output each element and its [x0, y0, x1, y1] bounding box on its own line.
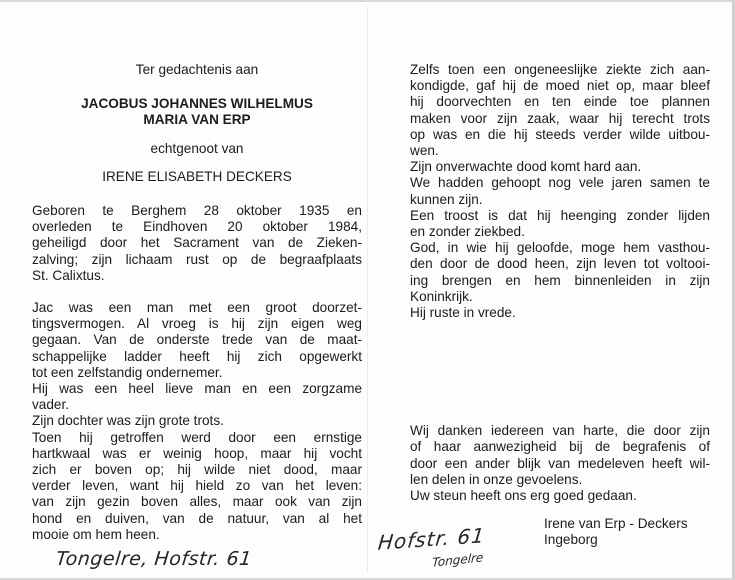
- column-spacer: [410, 321, 710, 423]
- deceased-name-line-2: MARIA VAN ERP: [143, 112, 251, 128]
- text-line: Een troost is dat hij heenging zonder lijden: [410, 207, 710, 223]
- text-line: Hij was een heel lieve man en een zorgzame: [32, 381, 362, 397]
- handwritten-address-right: Hofstr. 61: [376, 523, 487, 555]
- text-line: schappelijke ladder heeft hij zich opgewerkt: [32, 348, 362, 364]
- left-column: [32, 62, 362, 543]
- text-line: en zonder ziekbed.: [410, 224, 525, 240]
- thanks-paragraph: [410, 423, 710, 504]
- text-line: len delen in onze gevoelens.: [410, 471, 583, 487]
- illness-paragraph: [410, 62, 710, 321]
- text-line: kunnen zijn.: [410, 191, 483, 207]
- text-line: mooie om hem heen.: [32, 526, 160, 542]
- text-line: St. Calixtus.: [32, 267, 105, 283]
- text-line: Jac was een man met een groot doorzet-: [32, 300, 362, 316]
- text-line: hond en duiven, van de natuur, van al het: [32, 510, 362, 526]
- signature-line: Ingeborg: [544, 532, 598, 548]
- handwritten-place-right: Tongelre: [431, 550, 484, 570]
- text-line: zalving; zijn lichaam rust op de begraafplaats: [32, 251, 362, 267]
- text-line: Hij ruste in vrede.: [410, 305, 516, 321]
- signature-line: Irene van Erp - Deckers: [544, 516, 688, 532]
- text-line: overleden te Eindhoven 20 oktober 1984,: [32, 219, 362, 235]
- text-line: hartkwaal was er weinig hoop, maar hij vocht: [32, 445, 362, 461]
- text-line: maken voor zijn zaak, waar hij terecht trots: [410, 110, 710, 126]
- text-line: Zelfs toen een ongeneeslijke ziekte zich aan-: [410, 62, 710, 77]
- spouse-label: echtgenoot van: [150, 140, 244, 156]
- memoriam-heading: Ter gedachtenis aan: [135, 62, 259, 77]
- text-line: of haar aanwezigheid bij de begrafenis of: [410, 439, 710, 455]
- life-paragraph: [32, 300, 362, 543]
- text-line: van zijn gezin boven alles, maar ook van zijn: [32, 494, 362, 510]
- text-line: Zijn dochter was zijn grote trots.: [32, 413, 224, 429]
- text-line: ing brengen en hem binnenleiden in zijn: [410, 272, 710, 288]
- text-line: tot een zelfstandig ondernemer.: [32, 364, 223, 380]
- spouse-name: IRENE ELISABETH DECKERS: [102, 168, 292, 184]
- text-line: gegaan. Van de onderste trede van de maat-: [32, 332, 362, 348]
- text-line: verder leven, want hij hield zo van het leven:: [32, 478, 362, 494]
- deceased-name-line-1: JACOBUS JOHANNES WILHELMUS: [81, 96, 313, 112]
- birth-death-paragraph: [32, 203, 362, 284]
- text-line: wen.: [410, 143, 439, 159]
- text-line: Wij danken iedereen van harte, die door zijn: [410, 423, 710, 439]
- right-column: [410, 62, 710, 549]
- text-line: Koninkrijk.: [410, 288, 473, 304]
- text-line: zich er boven op; hij wilde niet dood, maar: [32, 462, 362, 478]
- card-edge-top: [0, 0, 735, 2]
- text-line: den door de dood heen, zijn leven tot voltooi-: [410, 256, 710, 272]
- text-line: tingsvermogen. Al vroeg is hij zijn eigen weg: [32, 316, 362, 332]
- text-line: God, in wie hij geloofde, moge hem vasthou-: [410, 240, 710, 256]
- text-line: vader.: [32, 397, 70, 413]
- text-line: Geboren te Berghem 28 oktober 1935 en: [32, 203, 362, 219]
- text-line: op was en die hij steeds verder wilde uitbou-: [410, 126, 710, 142]
- handwritten-address-left: Tongelre, Hofstr. 61: [54, 548, 253, 570]
- text-line: hij doorvechten en ten einde toe plannen: [410, 94, 710, 110]
- text-line: Toen hij getroffen werd door een ernstige: [32, 429, 362, 445]
- text-line: We hadden gehoopt nog vele jaren samen te: [410, 175, 710, 191]
- text-line: Uw steun heeft ons erg goed gedaan.: [410, 488, 637, 504]
- card-fold-line: [367, 6, 368, 572]
- text-line: door een ander blijk van medeleven heeft wil-: [410, 455, 710, 471]
- text-line: geheiligd door het Sacrament van de Zieken-: [32, 235, 362, 251]
- text-line: Zijn onverwachte dood komt hard aan.: [410, 159, 642, 175]
- text-line: kondigde, gaf hij de moed niet op, maar bleef: [410, 78, 710, 94]
